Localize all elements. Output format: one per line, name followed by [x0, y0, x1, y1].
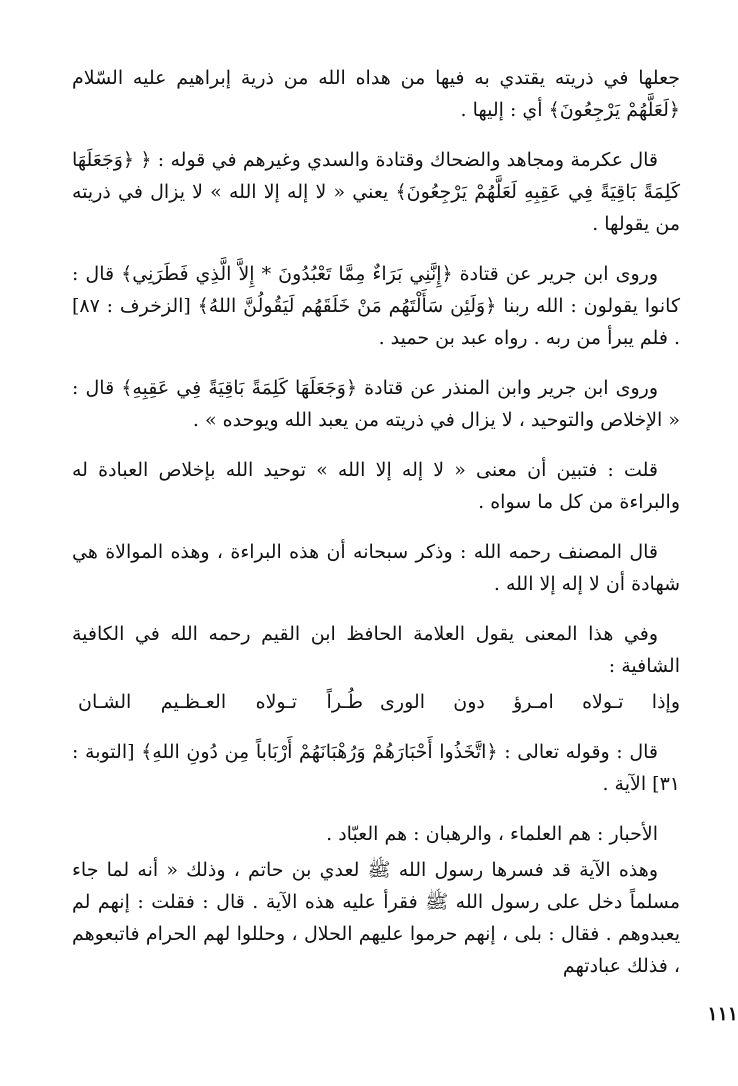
paragraph-ibn-mundhir: وروى ابن جرير وابن المنذر عن قتادة ﴿وَجَعَلَهَا كَلِمَةً بَاقِيَةً فِي عَقِبِهِ﴾ قال : « الإخلاص والتوحيد ، لا يزال في ذريته من يعبد الله ويوحده » .: [72, 377, 680, 431]
verse-first-hemistich: [380, 686, 680, 718]
poetry-verse: [72, 686, 680, 718]
verse-second-hemistich: [78, 686, 363, 718]
paragraph-ibn-jarir-qatadah: وروى ابن جرير عن قتادة ﴿إِنَّنِي بَرَاءٌ مِمَّا تَعْبُدُونَ * إِلاَّ الَّذِي فَطَرَنِي﴾ قال : كانوا يقولون : الله ربنا ﴿وَلَئِن سَأَلْتَهُم مَنْ خَلَقَهُم لَيَقُولُنَّ اللهُ﴾ [الزخرف : ٨٧] . فلم يبرأ من ربه . رواه عبد بن حميد .: [72, 263, 680, 349]
paragraph-tawbah-verse: قال : وقوله تعالى : ﴿اتَّخَذُوا أَحْبَارَهُمْ وَرُهْبَانَهُمْ أَرْبَاباً مِن دُونِ اللهِ﴾ [التوبة : ٣١] الآية .: [72, 741, 680, 795]
verse-word: الشـان: [78, 691, 132, 713]
paragraph-ahbar-definition: الأحبار : هم العلماء ، والرهبان : هم العبّاد .: [326, 823, 658, 845]
paragraph-ibn-qayyim-intro: وفي هذا المعنى يقول العلامة الحافظ ابن القيم رحمه الله في الكافية الشافية :: [72, 623, 680, 677]
paragraph-adi-hadith: وهذه الآية قد فسرها رسول الله ﷺ لعدي بن حاتم ، وذلك « أنه لما جاء مسلماً دخل على رسول الله ﷺ فقرأ عليه هذه الآية . قال : فقلت : إنهم لم يعبدوهم . فقال : بلى ، إنهم حرموا عليهم الحلال ، وحللوا لهم الحرام فاتبعوهم ، فذلك عبادتهم: [72, 859, 680, 977]
paragraph-qultu-meaning: قلت : فتبين أن معنى « لا إله إلا الله » توحيد الله بإخلاص العبادة له والبراءة من كل ما سواه .: [72, 459, 680, 513]
verse-word: تـولاه: [582, 691, 624, 713]
verse-word: دون: [453, 691, 485, 713]
verse-word: تـولاه: [255, 691, 298, 713]
verse-word: امـرؤ: [513, 691, 554, 713]
verse-word: الورى: [380, 691, 425, 713]
verse-word: العـظـيم: [160, 691, 227, 713]
paragraph-musannif-bara: قال المصنف رحمه الله : وذكر سبحانه أن هذه البراءة ، وهذه الموالاة هي شهادة أن لا إله إلا الله .: [72, 541, 680, 595]
page-number: ١١١: [707, 1003, 738, 1025]
verse-word: وإذا: [651, 691, 680, 713]
paragraph-ikrimah-tafsir: قال عكرمة ومجاهد والضحاك وقتادة والسدي وغيرهم في قوله : ﴿ ﴿وَجَعَلَهَا كَلِمَةً بَاقِيَةً فِي عَقِبِهِ لَعَلَّهُمْ يَرْجِعُونَ﴾ يعني « لا إله إلا الله » لا يزال في ذريته من يقولها .: [72, 149, 680, 235]
paragraph-ibrahim-lineage: جعلها في ذريته يقتدي به فيها من هداه الله من ذرية إبراهيم عليه السّلام ﴿لَعَلَّهُمْ يَرْجِعُونَ﴾ أي : إليها .: [72, 67, 680, 121]
verse-word: طُـراً: [326, 691, 363, 713]
